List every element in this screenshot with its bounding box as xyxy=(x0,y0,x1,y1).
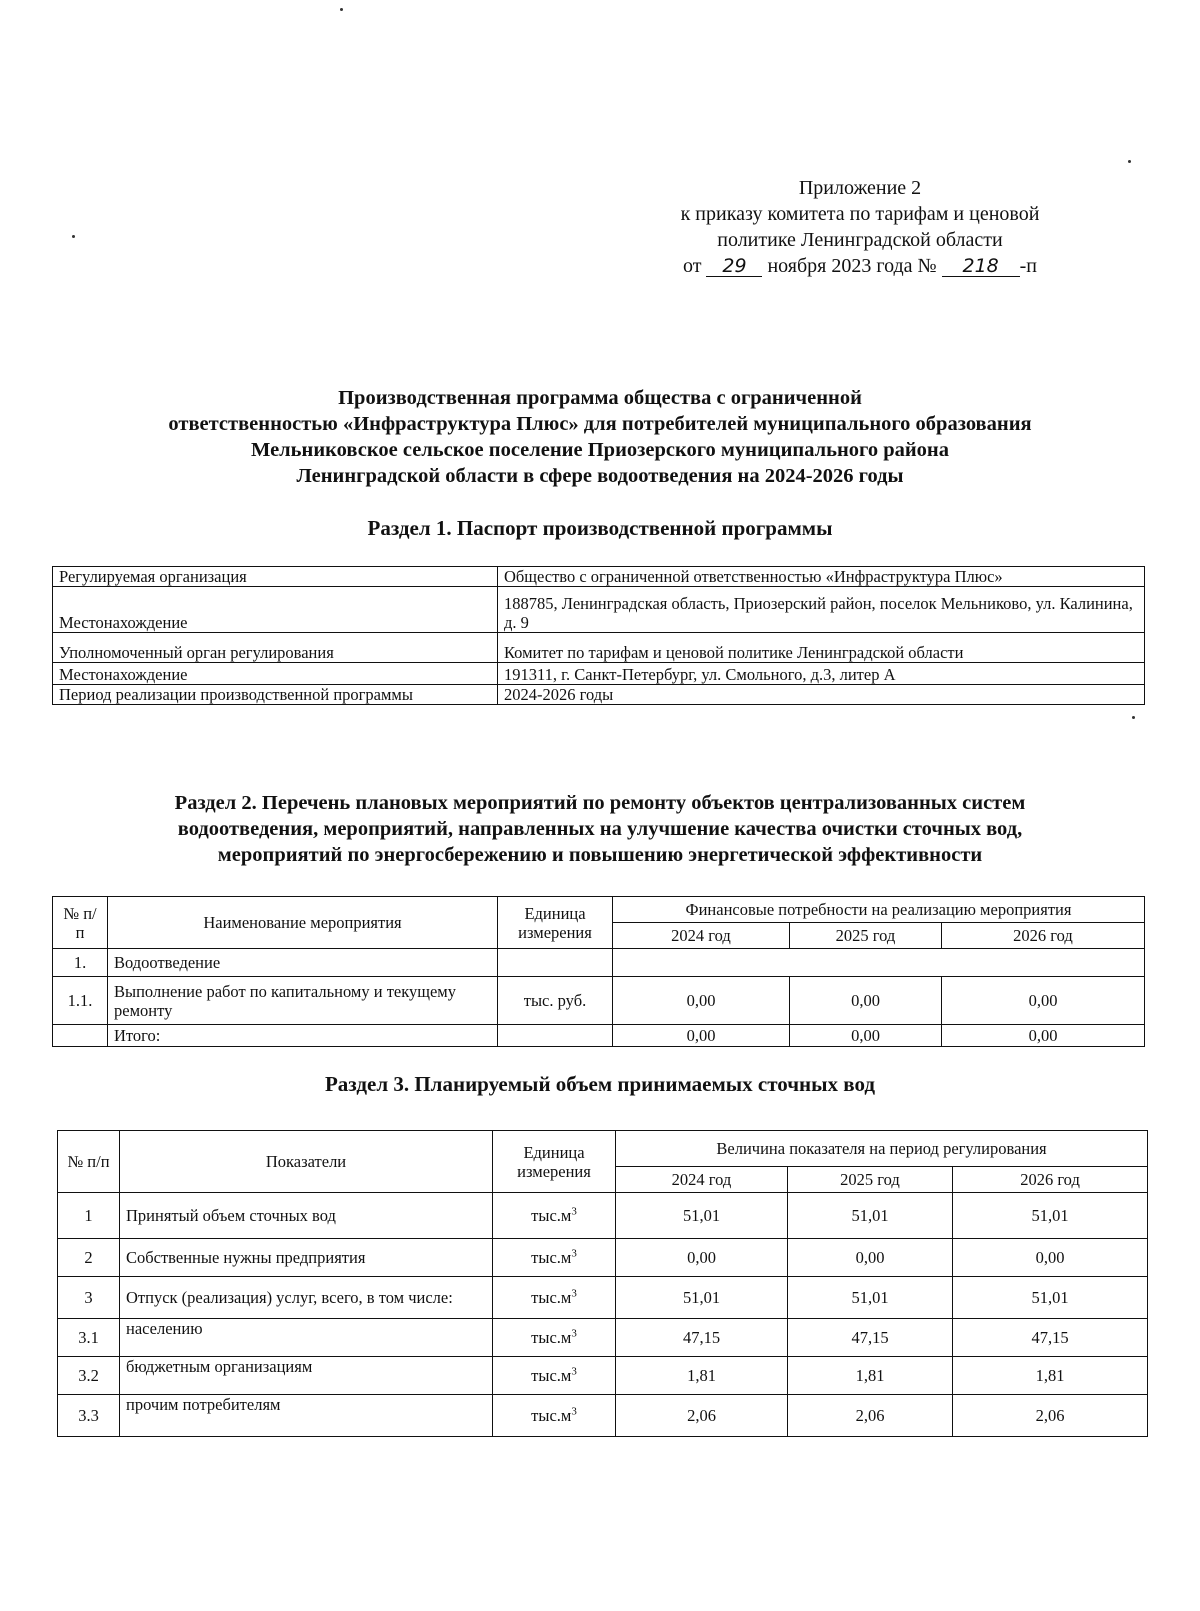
row-name: Выполнение работ по капитальному и текущему ремонту xyxy=(108,977,498,1025)
unit-sup: 3 xyxy=(571,1247,577,1260)
row-no: 1 xyxy=(58,1193,120,1239)
table-row xyxy=(58,1357,1148,1395)
unit-base: тыс.м xyxy=(531,1328,572,1347)
row-no xyxy=(53,1025,108,1047)
col-unit-header: Единица измерения xyxy=(498,897,613,949)
passport-label: Уполномоченный орган регулирования xyxy=(53,633,498,663)
table-total-row xyxy=(53,1025,1145,1047)
scan-speck xyxy=(1132,716,1135,719)
value-2024: 0,00 xyxy=(616,1239,788,1277)
table-row xyxy=(58,1193,1148,1239)
row-no: 2 xyxy=(58,1239,120,1277)
value-2024: 47,15 xyxy=(616,1319,788,1357)
table-row xyxy=(58,1277,1148,1319)
value-2024: 51,01 xyxy=(616,1277,788,1319)
value-2025: 51,01 xyxy=(788,1193,953,1239)
title-line4: Ленинградской области в сфере водоотведения на 2024-2026 годы xyxy=(296,465,904,487)
unit-base: тыс.м xyxy=(531,1366,572,1385)
table-row xyxy=(53,663,1145,685)
value-2025: 2,06 xyxy=(788,1395,953,1437)
unit-sup: 3 xyxy=(571,1405,577,1418)
table-row xyxy=(53,685,1145,705)
row-name: прочим потребителям xyxy=(120,1395,493,1437)
table-row xyxy=(58,1239,1148,1277)
row-no: 3.1 xyxy=(58,1319,120,1357)
col-val-header: Величина показателя на период регулирования xyxy=(616,1131,1148,1167)
section1-heading: Раздел 1. Паспорт производственной программы xyxy=(367,516,833,540)
table-row xyxy=(53,587,1145,633)
table-row xyxy=(53,949,1145,977)
row-unit xyxy=(493,1239,616,1277)
row-unit xyxy=(493,1277,616,1319)
row-no: 3 xyxy=(58,1277,120,1319)
scan-speck xyxy=(72,235,75,238)
row-no: 1.1. xyxy=(53,977,108,1025)
col-name-header: Наименование мероприятия xyxy=(108,897,498,949)
passport-value: 191311, г. Санкт-Петербург, ул. Смольного, д.3, литер А xyxy=(498,663,1145,685)
unit-base: тыс.м xyxy=(531,1206,572,1225)
section2-heading-line1: Раздел 2. Перечень плановых мероприятий по ремонту объектов централизованных систем xyxy=(174,792,1026,814)
value-2024: 2,06 xyxy=(616,1395,788,1437)
unit-sup: 3 xyxy=(571,1205,577,1218)
title-line2: ответственностью «Инфраструктура Плюс» для потребителей муниципального образования xyxy=(168,413,1032,435)
value-2026: 2,06 xyxy=(953,1395,1148,1437)
value-2026: 1,81 xyxy=(953,1357,1148,1395)
volume-table xyxy=(57,1130,1148,1437)
row-unit xyxy=(498,949,613,977)
row-no: 1. xyxy=(53,949,108,977)
passport-value: Комитет по тарифам и ценовой политике Ленинградской области xyxy=(498,633,1145,663)
scan-speck xyxy=(340,8,343,11)
unit-sup: 3 xyxy=(571,1287,577,1300)
passport-table xyxy=(52,566,1145,705)
value-2025: 0,00 xyxy=(790,977,942,1025)
value-2024: 51,01 xyxy=(616,1193,788,1239)
total-2024: 0,00 xyxy=(613,1025,790,1047)
annex-line1: Приложение 2 xyxy=(798,177,922,199)
measures-table xyxy=(52,896,1145,1047)
value-2026: 47,15 xyxy=(953,1319,1148,1357)
annex-date-line xyxy=(640,253,1080,279)
row-no: 3.2 xyxy=(58,1357,120,1395)
title-line1: Производственная программа общества с ограниченной xyxy=(338,387,862,409)
annex-line3: политике Ленинградской области xyxy=(717,229,1003,251)
total-2026: 0,00 xyxy=(942,1025,1145,1047)
unit-sup: 3 xyxy=(571,1327,577,1340)
table-row xyxy=(53,633,1145,663)
year-header: 2026 год xyxy=(953,1167,1148,1193)
section2-heading-line2: водоотведения, мероприятий, направленных на улучшение качества очистки сточных вод, xyxy=(177,818,1023,840)
col-name-header: Показатели xyxy=(120,1131,493,1193)
col-no-header: № п/п xyxy=(58,1131,120,1193)
year-header: 2025 год xyxy=(790,923,942,949)
passport-label: Местонахождение xyxy=(53,587,498,633)
year-header: 2024 год xyxy=(616,1167,788,1193)
col-unit-header: Единица измерения xyxy=(493,1131,616,1193)
value-2025: 47,15 xyxy=(788,1319,953,1357)
row-empty xyxy=(613,949,1145,977)
unit-base: тыс.м xyxy=(531,1406,572,1425)
total-label: Итого: xyxy=(108,1025,498,1047)
value-2026: 51,01 xyxy=(953,1193,1148,1239)
passport-label: Регулируемая организация xyxy=(53,567,498,587)
row-name: населению xyxy=(120,1319,493,1357)
row-name: Собственные нужны предприятия xyxy=(120,1239,493,1277)
row-unit xyxy=(493,1395,616,1437)
unit-base: тыс.м xyxy=(531,1288,572,1307)
section3-heading: Раздел 3. Планируемый объем принимаемых сточных вод xyxy=(324,1072,876,1096)
scan-speck xyxy=(1128,160,1131,163)
col-fin-header: Финансовые потребности на реализацию мероприятия xyxy=(613,897,1145,923)
value-2025: 0,00 xyxy=(788,1239,953,1277)
value-2024: 0,00 xyxy=(613,977,790,1025)
passport-label: Местонахождение xyxy=(53,663,498,685)
row-name: Отпуск (реализация) услуг, всего, в том числе: xyxy=(120,1277,493,1319)
table-row xyxy=(53,567,1145,587)
row-unit xyxy=(493,1357,616,1395)
table-row xyxy=(58,1395,1148,1437)
row-name: Водоотведение xyxy=(108,949,498,977)
annex-line2: к приказу комитета по тарифам и ценовой xyxy=(680,203,1040,225)
annex-prefix: от xyxy=(682,255,702,277)
row-unit xyxy=(493,1319,616,1357)
year-header: 2026 год xyxy=(942,923,1145,949)
annex-suffix: -п xyxy=(1019,255,1038,277)
passport-label: Период реализации производственной программы xyxy=(53,685,498,705)
row-name: Принятый объем сточных вод xyxy=(120,1193,493,1239)
table-row xyxy=(58,1319,1148,1357)
passport-value: 188785, Ленинградская область, Приозерский район, поселок Мельниково, ул. Калинина, д. 9 xyxy=(498,587,1145,633)
row-name: бюджетным организациям xyxy=(120,1357,493,1395)
document-title xyxy=(60,385,1140,489)
value-2026: 0,00 xyxy=(942,977,1145,1025)
passport-value: Общество с ограниченной ответственностью «Инфраструктура Плюс» xyxy=(498,567,1145,587)
unit-sup: 3 xyxy=(571,1365,577,1378)
value-2024: 1,81 xyxy=(616,1357,788,1395)
table-header-row xyxy=(53,897,1145,923)
year-header: 2024 год xyxy=(613,923,790,949)
passport-value: 2024-2026 годы xyxy=(498,685,1145,705)
table-row xyxy=(53,977,1145,1025)
year-header: 2025 год xyxy=(788,1167,953,1193)
section2-heading xyxy=(55,790,1145,868)
row-unit xyxy=(498,1025,613,1047)
value-2025: 1,81 xyxy=(788,1357,953,1395)
row-no: 3.3 xyxy=(58,1395,120,1437)
handwritten-day: 29 xyxy=(706,256,762,277)
row-unit: тыс. руб. xyxy=(498,977,613,1025)
handwritten-order-number: 218 xyxy=(942,256,1020,277)
title-line3: Мельниковское сельское поселение Приозерского муниципального района xyxy=(251,439,949,461)
row-unit xyxy=(493,1193,616,1239)
table-header-row xyxy=(58,1131,1148,1167)
value-2026: 51,01 xyxy=(953,1277,1148,1319)
annex-header xyxy=(640,175,1080,279)
col-no-header: № п/п xyxy=(53,897,108,949)
total-2025: 0,00 xyxy=(790,1025,942,1047)
annex-month-year: ноября 2023 года № xyxy=(767,255,937,277)
value-2025: 51,01 xyxy=(788,1277,953,1319)
unit-base: тыс.м xyxy=(531,1248,572,1267)
section2-heading-line3: мероприятий по энергосбережению и повышению энергетической эффективности xyxy=(217,844,983,866)
value-2026: 0,00 xyxy=(953,1239,1148,1277)
